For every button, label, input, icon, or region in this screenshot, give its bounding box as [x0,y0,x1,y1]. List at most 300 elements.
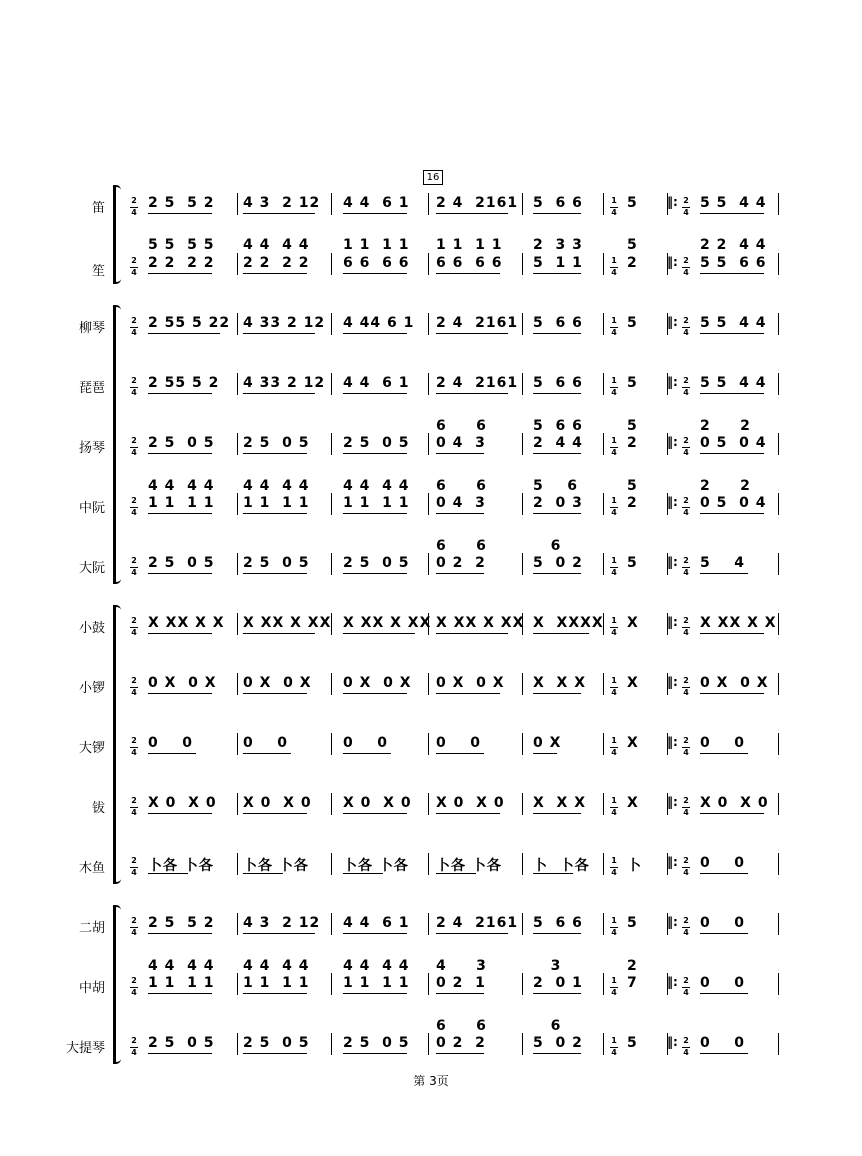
beam-line [436,933,508,934]
note-group: 0 0 [148,735,193,751]
staff-label: 中阮 [78,501,105,516]
time-signature-change-bottom: 4 [611,388,617,397]
time-signature-top: 2 [131,856,137,865]
note-group: X XX X X [700,615,777,631]
barline [237,793,238,815]
staff-label: 大提琴 [65,1041,105,1056]
beam-line [243,933,315,934]
time-signature-bottom: 4 [131,1048,137,1057]
beam-line [533,393,581,394]
beam-line [533,333,581,334]
time-signature-change [610,317,618,338]
barline [522,853,523,875]
note-group: 1 1 1 1 [436,237,503,253]
beam-line [148,753,196,754]
time-signature-change [610,917,618,938]
note-group: 0 0 [700,735,745,751]
time-signature-repeat-bottom: 4 [683,268,689,277]
time-signature [130,437,138,458]
end-barline [778,493,779,515]
note-group: 5 [627,315,638,331]
barline [603,673,604,695]
staff-brace [113,907,122,1062]
end-barline [778,553,779,575]
note-group: 5 6 6 [533,195,583,211]
note-group: 4 4 4 4 [343,478,410,494]
time-signature-repeat [682,917,690,938]
barline [428,913,429,935]
time-signature [130,617,138,638]
note-group: 4 4 4 4 [343,958,410,974]
time-signature-top: 2 [131,256,137,265]
beam-line [148,513,212,514]
repeat-sign: ‖: [667,675,678,689]
time-signature-top: 2 [131,916,137,925]
beam-line [700,873,748,874]
repeat-sign: ‖: [667,975,678,989]
barline [522,733,523,755]
time-signature-repeat-bottom: 4 [683,328,689,337]
time-signature-change-top: 1 [611,496,617,505]
time-signature-change-bottom: 4 [611,208,617,217]
time-signature [130,917,138,938]
end-barline [778,793,779,815]
barline [603,973,604,995]
time-signature-repeat [682,197,690,218]
beam-line [533,813,581,814]
note-group: 1 1 1 1 [243,495,310,511]
beam-line [148,693,212,694]
barline [522,313,523,335]
note-group: 卜各 卜各 [436,858,502,874]
time-signature-top: 2 [131,976,137,985]
beam-line [243,453,307,454]
note-group: 2 5 0 5 [243,435,310,451]
barline [237,553,238,575]
time-signature-change-bottom: 4 [611,928,617,937]
beam-line [533,693,581,694]
beam-line [700,933,748,934]
barline [331,313,332,335]
repeat-sign: ‖: [667,615,678,629]
time-signature-repeat [682,437,690,458]
time-signature-repeat-top: 2 [683,976,689,985]
beam-line [436,873,476,874]
time-signature-repeat [682,977,690,998]
time-signature-change [610,977,618,998]
barline [603,493,604,515]
barline [522,913,523,935]
barline [428,373,429,395]
beam-line [243,333,315,334]
beam-line [436,453,484,454]
note-group: X X X [533,675,587,691]
time-signature-change-bottom: 4 [611,448,617,457]
end-barline [778,673,779,695]
time-signature [130,197,138,218]
beam-line [436,513,484,514]
time-signature-change-bottom: 4 [611,628,617,637]
barline [331,373,332,395]
time-signature-bottom: 4 [131,688,137,697]
beam-line [343,813,407,814]
note-group: 2 5 0 5 [343,555,410,571]
staff-label: 钹 [91,801,105,816]
note-group: X 0 X 0 [700,795,769,811]
beam-line [343,873,383,874]
note-group: 0 0 [700,975,745,991]
time-signature-change-bottom: 4 [611,328,617,337]
barline [428,193,429,215]
note-group: 5 5 4 4 [700,315,767,331]
barline [331,193,332,215]
time-signature-top: 2 [131,556,137,565]
note-group: 2 2 [700,418,751,434]
time-signature [130,797,138,818]
note-group: X [627,615,639,631]
beam-line [343,753,391,754]
beam-line [343,513,407,514]
time-signature-repeat-top: 2 [683,316,689,325]
note-group: 2 55 5 22 [148,315,231,331]
time-signature-top: 2 [131,616,137,625]
time-signature-repeat-bottom: 4 [683,1048,689,1057]
time-signature-repeat [682,557,690,578]
barline [237,853,238,875]
note-group: 0 4 3 [436,435,486,451]
barline [603,373,604,395]
time-signature-change-top: 1 [611,376,617,385]
beam-line [436,753,484,754]
beam-line [243,393,315,394]
beam-line [343,993,407,994]
time-signature-bottom: 4 [131,628,137,637]
barline [428,433,429,455]
beam-line [343,273,407,274]
barline [331,913,332,935]
note-group: 2 5 0 5 [148,435,215,451]
beam-line [243,273,307,274]
note-group: 0 X 0 X [148,675,217,691]
note-group: 2 3 3 [533,237,583,253]
staff-brace [113,607,122,882]
note-group: 卜 [627,858,642,874]
note-group: 2 [627,255,638,271]
beam-line [148,933,212,934]
barline [522,1033,523,1055]
staff-label: 笙 [91,264,105,279]
barline [603,853,604,875]
beam-line [436,993,484,994]
note-group: 2 [627,435,638,451]
repeat-sign: ‖: [667,195,678,209]
time-signature-repeat-bottom: 4 [683,868,689,877]
time-signature [130,317,138,338]
end-barline [778,1033,779,1055]
time-signature-repeat [682,737,690,758]
time-signature-repeat-top: 2 [683,556,689,565]
beam-line [436,333,508,334]
beam-line [533,573,581,574]
repeat-sign: ‖: [667,255,678,269]
note-group: 5 5 5 5 [148,237,215,253]
beam-line [148,993,212,994]
note-group: 2 2 2 2 [243,255,310,271]
note-group: 2 4 2161 [436,315,519,331]
beam-line [343,693,407,694]
note-group: 0 5 0 4 [700,495,767,511]
note-group: 5 4 [700,555,745,571]
note-group: 2 4 2161 [436,195,519,211]
beam-line [148,393,212,394]
time-signature-repeat-bottom: 4 [683,808,689,817]
staff-label: 琵琶 [78,381,105,396]
note-group: 4 4 4 4 [243,478,310,494]
note-group: 5 5 4 4 [700,375,767,391]
note-group: 1 1 1 1 [343,237,410,253]
repeat-sign: ‖: [667,795,678,809]
time-signature-repeat-top: 2 [683,496,689,505]
beam-line [148,273,212,274]
end-barline [778,913,779,935]
time-signature-repeat-bottom: 4 [683,688,689,697]
barline [428,973,429,995]
beam-line [148,873,188,874]
end-barline [778,853,779,875]
barline [331,673,332,695]
time-signature-change-top: 1 [611,1036,617,1045]
note-group: 5 [627,478,638,494]
time-signature-top: 2 [131,796,137,805]
time-signature-repeat-bottom: 4 [683,748,689,757]
note-group: 0 2 2 [436,555,486,571]
barline [237,613,238,635]
note-group: 2 2 4 4 [700,237,767,253]
staff-label: 扬琴 [78,441,105,456]
time-signature-change [610,437,618,458]
beam-line [436,573,484,574]
barline [237,373,238,395]
end-barline [778,613,779,635]
note-group: 5 [627,555,638,571]
time-signature-repeat-top: 2 [683,916,689,925]
note-group: 2 5 0 5 [343,435,410,451]
repeat-sign: ‖: [667,315,678,329]
note-group: 7 [627,975,638,991]
time-signature-change-bottom: 4 [611,268,617,277]
time-signature-change [610,197,618,218]
note-group: 0 X 0 X [436,675,505,691]
barline [237,313,238,335]
barline [522,493,523,515]
beam-line [436,213,508,214]
time-signature-repeat [682,617,690,638]
time-signature-change-top: 1 [611,616,617,625]
note-group: 5 6 6 [533,418,583,434]
time-signature-repeat-top: 2 [683,196,689,205]
time-signature-bottom: 4 [131,508,137,517]
time-signature [130,737,138,758]
note-group: 4 44 6 1 [343,315,415,331]
time-signature-top: 2 [131,316,137,325]
beam-line [533,873,573,874]
time-signature-change-top: 1 [611,976,617,985]
note-group: 4 3 2 12 [243,915,321,931]
staff-brace [113,187,122,282]
barline [237,913,238,935]
note-group: X 0 X 0 [148,795,217,811]
repeat-sign: ‖: [667,1035,678,1049]
beam-line [343,453,407,454]
beam-line [436,813,500,814]
time-signature-change [610,677,618,698]
time-signature [130,677,138,698]
beam-line [436,393,508,394]
time-signature-change [610,857,618,878]
repeat-sign: ‖: [667,915,678,929]
beam-line [243,1053,307,1054]
time-signature-change [610,737,618,758]
barline [331,1033,332,1055]
page-footer: 第 3页 [413,1074,449,1088]
time-signature-bottom: 4 [131,928,137,937]
time-signature-repeat [682,257,690,278]
note-group: 2 2 [700,478,751,494]
beam-line [243,993,307,994]
note-group: 0 X 0 X [700,675,769,691]
staff-label: 二胡 [78,921,105,936]
note-group: 5 0 2 [533,555,583,571]
beam-line [343,1053,407,1054]
time-signature-bottom: 4 [131,268,137,277]
staff-brace [113,307,122,582]
note-group: 0 0 [243,735,288,751]
beam-line [436,273,500,274]
note-group: X [627,735,639,751]
note-group: 2 5 0 5 [148,555,215,571]
note-group: 5 1 1 [533,255,583,271]
note-group: 6 6 6 6 [343,255,410,271]
note-group: 5 [627,237,638,253]
note-group: X 0 X 0 [243,795,312,811]
note-group: 1 1 1 1 [343,975,410,991]
note-group: 3 [533,958,562,974]
time-signature-change-top: 1 [611,916,617,925]
time-signature-top: 2 [131,376,137,385]
barline [603,793,604,815]
note-group: 0 0 [343,735,388,751]
note-group: 6 [533,538,562,554]
beam-line [700,393,764,394]
beam-line [436,1053,484,1054]
time-signature-repeat-top: 2 [683,736,689,745]
time-signature [130,257,138,278]
staff-label: 大锣 [78,741,105,756]
note-group: X [627,795,639,811]
beam-line [148,213,212,214]
beam-line [243,213,315,214]
note-group: 2 0 1 [533,975,583,991]
note-group: 1 1 1 1 [148,495,215,511]
beam-line [148,453,212,454]
time-signature-change [610,1037,618,1058]
note-group: 0 5 0 4 [700,435,767,451]
beam-line [700,993,748,994]
barline [603,1033,604,1055]
note-group: 0 X [533,735,562,751]
time-signature-change-bottom: 4 [611,568,617,577]
note-group: 2 4 2161 [436,915,519,931]
time-signature-change [610,257,618,278]
beam-line [700,633,764,634]
beam-line [243,693,307,694]
beam-line [700,753,748,754]
note-group: 2 4 4 [533,435,583,451]
note-group: 6 6 [436,1018,487,1034]
note-group: 4 3 [436,958,487,974]
time-signature-top: 2 [131,436,137,445]
beam-line [700,1053,748,1054]
barline [522,553,523,575]
note-group: 6 [533,1018,562,1034]
beam-line [533,1053,581,1054]
note-group: 2 [627,495,638,511]
time-signature-repeat [682,377,690,398]
beam-line [700,513,764,514]
time-signature-change-top: 1 [611,676,617,685]
note-group: X 0 X 0 [343,795,412,811]
repeat-sign: ‖: [667,855,678,869]
time-signature-bottom: 4 [131,868,137,877]
time-signature-repeat-top: 2 [683,256,689,265]
end-barline [778,973,779,995]
note-group: 6 6 [436,538,487,554]
note-group: 5 5 4 4 [700,195,767,211]
time-signature-change-top: 1 [611,196,617,205]
time-signature-repeat-top: 2 [683,436,689,445]
note-group: 0 0 [700,915,745,931]
beam-line [343,933,407,934]
time-signature-repeat-bottom: 4 [683,388,689,397]
note-group: X XXXX [533,615,604,631]
staff-label: 笛 [91,201,105,216]
note-group: 卜各 卜各 [148,858,214,874]
beam-line [700,693,764,694]
beam-line [148,573,212,574]
beam-line [243,873,283,874]
beam-line [700,273,764,274]
barline [603,553,604,575]
time-signature-change-bottom: 4 [611,808,617,817]
note-group: 5 [627,418,638,434]
note-group: 卜各 卜各 [343,858,409,874]
note-group: X XX X X [148,615,225,631]
note-group: 1 1 1 1 [243,975,310,991]
barline [522,433,523,455]
barline [237,1033,238,1055]
note-group: X 0 X 0 [436,795,505,811]
note-group: 4 33 2 12 [243,375,326,391]
note-group: 2 5 0 5 [243,555,310,571]
beam-line [533,753,557,754]
time-signature [130,857,138,878]
note-group: 卜 卜各 [533,858,590,874]
note-group: 4 33 2 12 [243,315,326,331]
beam-line [533,453,581,454]
time-signature [130,1037,138,1058]
time-signature [130,977,138,998]
beam-line [343,333,407,334]
